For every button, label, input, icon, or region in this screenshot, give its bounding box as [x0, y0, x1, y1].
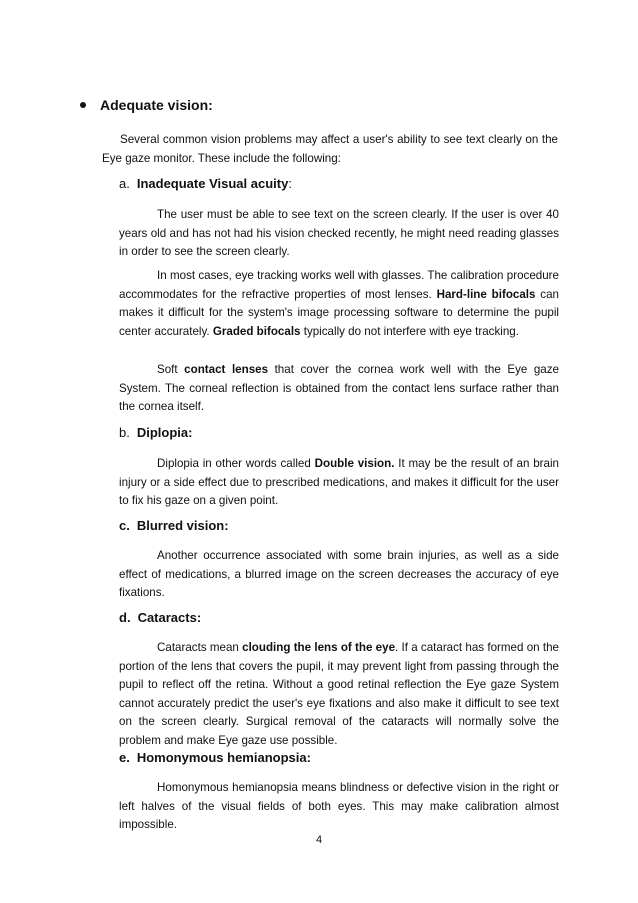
paragraph-a1: The user must be able to see text on the screen clearly. If the user is over 40 years old and has not had his vision checked recently, he might need reading glasses in order to see the screen clearly.	[119, 208, 559, 259]
subheading-e-letter: e.	[119, 750, 130, 765]
paragraph-a3-text2: that cover the cornea work well with the Eye gaze System. The corneal reflection is obtained from the contact lens surface rather than the cornea itself.	[119, 363, 559, 414]
page-number: 4	[315, 834, 323, 846]
paragraph-d-text1: Cataracts mean	[157, 641, 243, 654]
paragraph-a2-text3: typically do not interfere with eye tracking.	[300, 324, 519, 338]
paragraph-d-bold: clouding the lens of the eye	[242, 641, 396, 654]
paragraph-d	[119, 639, 559, 751]
paragraph-a2-text1: In most cases, eye tracking works well with glasses. The calibration procedure accommodates for the refractive properties of most lenses.	[119, 269, 559, 301]
intro-paragraph: Several common vision problems may affect a user's ability to see text clearly on the Eye gaze monitor. These include the following:	[102, 133, 558, 165]
subheading-e	[119, 750, 311, 765]
section-heading	[80, 97, 213, 113]
paragraph-a3-bold: contact lenses	[184, 363, 269, 376]
paragraph-b-text1: Diplopia in other words called	[157, 457, 315, 470]
subheading-c-letter: c.	[119, 518, 130, 533]
section-heading-text: Adequate vision:	[100, 97, 213, 113]
paragraph-a3	[119, 361, 559, 417]
paragraph-d-text2: . If a cataract has formed on the portion of the lens that covers the pupil, it may prevent light from passing through the pupil to reflect off the retina. Without a good retinal reflection the Eye gaze System cannot accurately predict the user's eye fixations and also make it difficult to see text on the screen clearly. Surgical removal of the cataracts will normally solve the problem and make Eye gaze use possible.	[119, 641, 559, 747]
bullet-icon	[80, 102, 86, 108]
paragraph-a2-bold1: Hard-line bifocals	[436, 287, 536, 301]
subheading-c	[119, 518, 229, 533]
paragraph-a2	[119, 267, 559, 341]
subheading-b-letter: b.	[119, 425, 130, 440]
subheading-a-letter: a.	[119, 176, 130, 191]
subheading-a-title: Inadequate Visual acuity	[136, 176, 289, 191]
paragraph-e: Homonymous hemianopsia means blindness or defective vision in the right or left halves of the visual fields of both eyes. This may make calibration almost impossible.	[119, 781, 559, 832]
subheading-b	[119, 425, 192, 440]
subheading-d-title: Cataracts:	[137, 610, 202, 625]
paragraph-b-bold: Double vision.	[314, 457, 395, 470]
paragraph-a3-text1: Soft	[157, 363, 185, 376]
subheading-c-title: Blurred vision:	[136, 518, 229, 533]
paragraph-b-text2: It may be the result of an brain injury or a side effect due to prescribed medications, and makes it difficult for the user to fix his gaze on a given point.	[119, 457, 559, 508]
subheading-b-title: Diplopia:	[136, 425, 193, 440]
subheading-d	[119, 610, 201, 625]
subheading-a	[119, 176, 292, 191]
paragraph-c: Another occurrence associated with some brain injuries, as well as a side effect of medications, a blurred image on the screen decreases the accuracy of eye fixations.	[119, 549, 559, 600]
paragraph-a2-bold2: Graded bifocals	[212, 324, 301, 338]
subheading-e-title: Homonymous hemianopsia:	[136, 750, 311, 765]
subheading-a-colon: :	[288, 176, 292, 191]
paragraph-a2-text2: can makes it difficult for the system's image processing software to determine the pupil center accurately.	[119, 287, 559, 338]
subheading-d-letter: d.	[119, 610, 131, 625]
paragraph-b	[119, 455, 559, 511]
